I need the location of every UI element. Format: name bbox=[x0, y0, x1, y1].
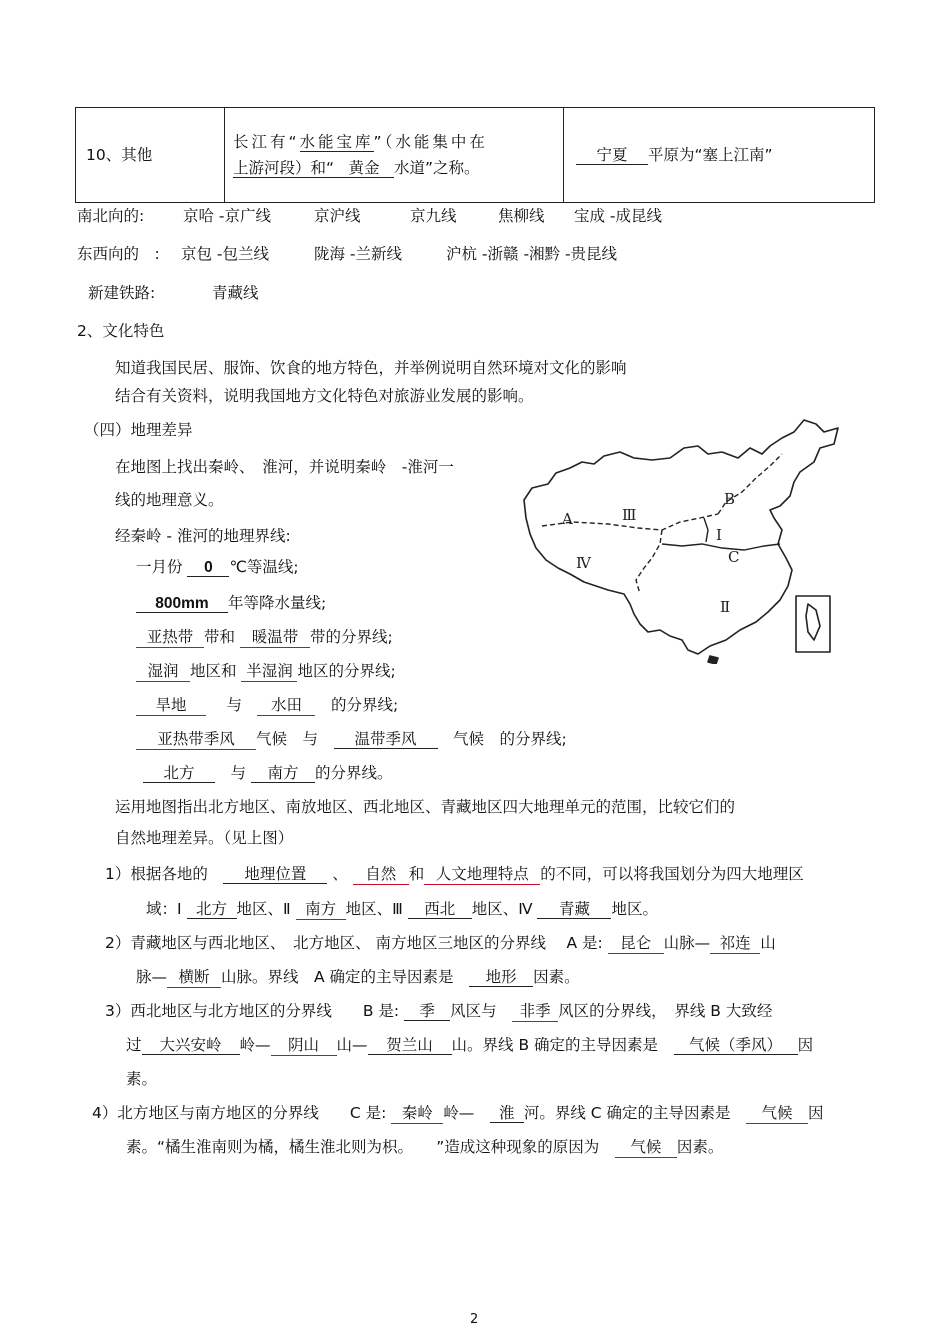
answer-blank: 祁连 bbox=[710, 935, 760, 952]
question-3-line-1: 3）西北地区与北方地区的分界线 B 是: 季 风区与 非季 风区的分界线， 界线 B 大致经 bbox=[105, 1002, 773, 1020]
rail-ns-1: 京哈 -京广线 bbox=[183, 207, 272, 225]
boundary-line-2: 800mm 年等降水量线; bbox=[136, 593, 326, 613]
answer-blank: 大兴安岭 bbox=[142, 1037, 240, 1055]
section-title-culture: 2、文化特色 bbox=[77, 322, 165, 340]
answer-blank: 秦岭 bbox=[391, 1105, 443, 1122]
boundary-line-7: 北方 与 南方 的分界线。 bbox=[143, 763, 392, 783]
boundary-line-1: 一月份 0 ℃等温线; bbox=[136, 558, 299, 576]
rail-ns-3: 京九线 bbox=[410, 207, 457, 225]
answer-blank: 亚热带季风 bbox=[136, 731, 256, 748]
map-label-I: Ⅰ bbox=[716, 526, 722, 544]
boundary-line-3: 亚热带 带和 暖温带 带的分界线; bbox=[136, 627, 393, 647]
map-label-A: A bbox=[562, 510, 573, 528]
page-number: 2 bbox=[470, 1312, 479, 1327]
answer-blank: 昆仑 bbox=[608, 935, 664, 952]
answer-blank: 湿润 bbox=[136, 663, 190, 680]
rail-ns-5: 宝成 -成昆线 bbox=[574, 207, 663, 225]
answer-blank: 西北 bbox=[408, 901, 472, 919]
text: ”（水能集中在 bbox=[373, 133, 488, 151]
question-1-line-1: 1）根据各地的 地理位置 、 自然 和 人文地理特点 的不同，可以将我国划分为四大地理区 bbox=[105, 865, 804, 883]
answer-blank: 人文地理特点 bbox=[424, 866, 540, 883]
answer-blank: 气候 bbox=[746, 1105, 808, 1122]
answer-blank: 宁夏 bbox=[576, 147, 648, 165]
diff-para-4: 运用地图指出北方地区、南放地区、西北地区、青藏地区四大地理单元的范围，比较它们的 bbox=[115, 798, 736, 816]
answer-blank: 0 bbox=[187, 559, 229, 577]
answer-blank: 气候（季风） bbox=[674, 1037, 798, 1055]
table-cell-category bbox=[76, 108, 225, 203]
info-table bbox=[75, 107, 875, 203]
answer-blank: 青藏 bbox=[537, 901, 611, 919]
answer-blank: 800mm bbox=[136, 595, 228, 613]
answer-blank: 半湿润 bbox=[241, 663, 297, 680]
table-cell-ningxia bbox=[564, 108, 875, 203]
answer-blank: 南方 bbox=[251, 765, 315, 783]
answer-blank: 季 bbox=[404, 1003, 450, 1021]
rail-new: 青藏线 bbox=[212, 284, 259, 302]
boundary-line-4: 湿润 地区和 半湿润 地区的分界线; bbox=[136, 661, 396, 681]
rail-ew-3: 沪杭 -浙赣 -湘黔 -贵昆线 bbox=[446, 245, 618, 263]
rail-ns-label: 南北向的: bbox=[77, 207, 145, 225]
answer-blank: 水田 bbox=[257, 697, 315, 714]
rail-ew-1: 京包 -包兰线 bbox=[181, 245, 270, 263]
answer-blank: 气候 bbox=[615, 1139, 677, 1156]
boundary-line-6: 亚热带季风 气候 与 温带季风 气候 的分界线; bbox=[136, 729, 567, 749]
map-label-C: C bbox=[728, 548, 740, 566]
rail-ns-4: 焦柳线 bbox=[498, 207, 545, 225]
answer-blank: 地理位置 bbox=[223, 866, 327, 884]
question-2-line-2: 脉— 横断 山脉。界线 A 确定的主导因素是 地形 因素。 bbox=[136, 968, 580, 986]
rail-ew-label: 东西向的 : bbox=[77, 245, 160, 263]
map-label-II: Ⅱ bbox=[720, 598, 731, 616]
question-1-line-2: 域：Ⅰ 北方 地区、Ⅱ 南方 地区、Ⅲ 西北 地区、Ⅳ 青藏 地区。 bbox=[146, 900, 658, 918]
answer-blank: 亚热带 bbox=[136, 629, 204, 646]
rail-ew-2: 陇海 -兰新线 bbox=[314, 245, 403, 263]
map-label-B: B bbox=[724, 490, 736, 508]
text: 平原为“塞上江南” bbox=[648, 146, 773, 164]
question-3-line-2: 过 大兴安岭 岭— 阴山 山— 贺兰山 山。界线 B 确定的主导因素是 气候（季风） 因 bbox=[126, 1036, 814, 1054]
diff-para-1: 在地图上找出秦岭、 淮河，并说明秦岭 -淮河一 bbox=[115, 458, 454, 476]
answer-blank: 横断 bbox=[167, 969, 221, 986]
map-label-III: Ⅲ bbox=[622, 506, 637, 524]
culture-line-2: 结合有关资料，说明我国地方文化特色对旅游业发展的影响。 bbox=[115, 387, 534, 405]
answer-blank: 温带季风 bbox=[334, 731, 438, 749]
text: 长江有“ bbox=[233, 133, 300, 151]
diff-para-5: 自然地理差异。（见上图） bbox=[115, 829, 294, 847]
china-regions-map bbox=[512, 418, 850, 664]
answer-blank: 淮 bbox=[490, 1105, 524, 1123]
answer-blank: 地形 bbox=[469, 969, 533, 987]
text: 水道”之称。 bbox=[394, 159, 480, 177]
category-label: 10、其他 bbox=[86, 146, 153, 164]
question-2-line-1: 2）青藏地区与西北地区、 北方地区、 南方地区三地区的分界线 A 是: 昆仑 山脉— 祁连 山 bbox=[105, 934, 776, 952]
boundary-line-5: 旱地 与 水田 的分界线; bbox=[136, 695, 398, 715]
answer-blank: 黄金 bbox=[334, 160, 394, 178]
question-4-line-2: 素。“橘生淮南则为橘，橘生淮北则为枳。 ”造成这种现象的原因为 气候 因素。 bbox=[126, 1138, 724, 1156]
question-3-line-3: 素。 bbox=[126, 1070, 158, 1088]
section-title-diff: （四）地理差异 bbox=[84, 421, 193, 439]
answer-blank: 自然 bbox=[353, 866, 409, 883]
rail-new-label: 新建铁路: bbox=[88, 284, 156, 302]
question-4-line-1: 4）北方地区与南方地区的分界线 C 是: 秦岭 岭— 淮 河。界线 C 确定的主导因素是 气候 因 bbox=[92, 1104, 824, 1122]
answer-blank: 旱地 bbox=[136, 697, 206, 714]
answer-blank: 南方 bbox=[296, 901, 346, 918]
table-cell-yangtze bbox=[225, 108, 564, 203]
diff-para-3: 经秦岭 - 淮河的地理界线: bbox=[115, 527, 291, 545]
answer-blank: 非季 bbox=[512, 1003, 558, 1020]
answer-blank: 北方 bbox=[143, 765, 215, 783]
answer-blank: 北方 bbox=[187, 901, 237, 919]
culture-line-1: 知道我国民居、服饰、饮食的地方特色，并举例说明自然环境对文化的影响 bbox=[115, 359, 627, 377]
diff-para-2: 线的地理意义。 bbox=[115, 491, 224, 509]
answer-blank: 水能宝库 bbox=[299, 133, 374, 151]
answer-blank: 暖温带 bbox=[240, 629, 310, 646]
rail-ns-2: 京沪线 bbox=[314, 207, 361, 225]
map-label-IV: Ⅳ bbox=[576, 554, 591, 572]
text-underlined: 上游河段）和“ bbox=[233, 159, 335, 177]
answer-blank: 阴山 bbox=[271, 1037, 337, 1054]
answer-blank: 贺兰山 bbox=[368, 1037, 452, 1055]
